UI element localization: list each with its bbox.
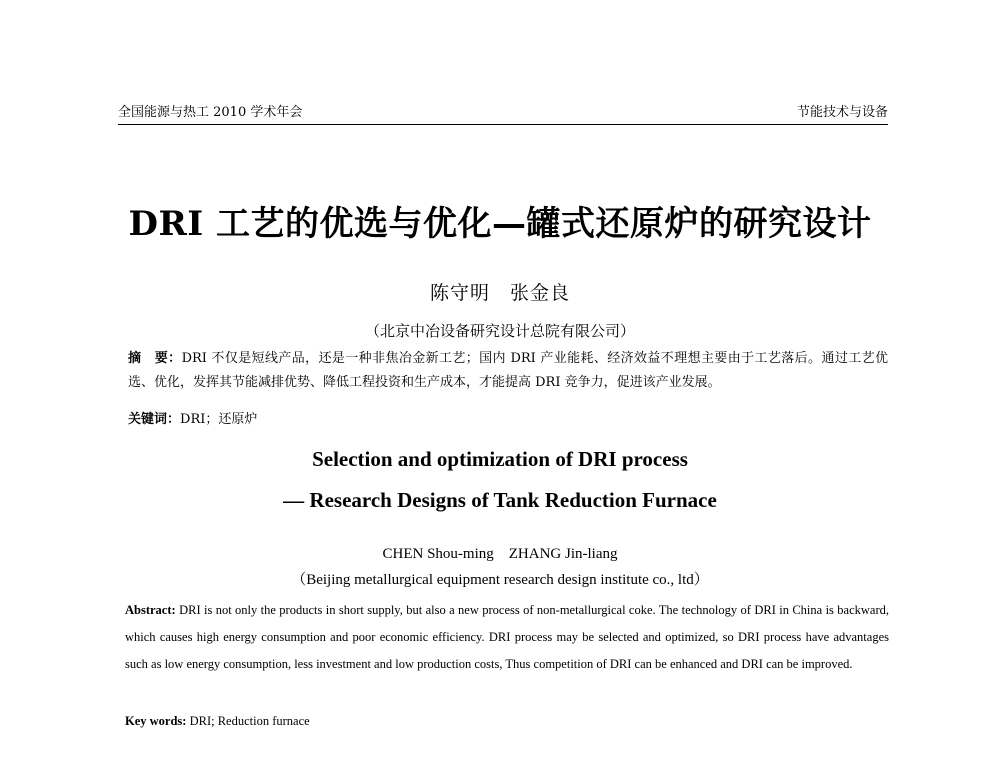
header-section: 节能技术与设备	[796, 105, 888, 120]
abstract-cn-label: 摘 要：	[128, 351, 182, 366]
keywords-en	[125, 708, 889, 735]
paper-title-cn: DRI 工艺的优选与优化—罐式还原炉的研究设计	[128, 204, 872, 244]
header-conference: 全国能源与热工 2010 学术年会	[118, 105, 303, 120]
affiliation-en: （Beijing metallurgical equipment research design institute co., ltd）	[291, 572, 709, 588]
paper-subtitle-en: — Research Designs of Tank Reduction Furnace	[283, 488, 717, 512]
authors-cn: 陈守明 张金良	[429, 282, 570, 304]
abstract-en	[125, 597, 889, 678]
keywords-cn	[128, 408, 888, 432]
abstract-en-text: DRI is not only the products in short supply, but also a new process of non-metallurgical coke. The technology of DRI in China is backward, which causes high energy consumption and poor economic efficiency. DRI process may be selected and optimized, so DRI process have advantages such as low energy consumption, less investment and low production costs, Thus competition of DRI can be enhanced and DRI can be improved.	[125, 603, 890, 671]
keywords-en-text: DRI; Reduction furnace	[189, 714, 310, 728]
running-header	[118, 100, 888, 125]
abstract-cn-text: DRI 不仅是短线产品，还是一种非焦冶金新工艺；国内 DRI 产业能耗、经济效益不理想主要由于工艺落后。通过工艺优选、优化，发挥其节能减排优势、降低工程投资和生产成本，才能提高 DRI 竞争力，促进该产业发展。	[128, 351, 888, 390]
paper-title-en: Selection and optimization of DRI process	[312, 447, 688, 471]
abstract-cn	[128, 347, 888, 395]
affiliation-cn: （北京中冶设备研究设计总院有限公司）	[364, 322, 635, 340]
authors-en: CHEN Shou-ming ZHANG Jin-liang	[382, 546, 618, 562]
keywords-cn-text: DRI；还原炉	[180, 412, 258, 427]
keywords-cn-label: 关键词：	[128, 412, 181, 427]
abstract-en-label: Abstract:	[125, 603, 176, 617]
keywords-en-label: Key words:	[125, 714, 187, 728]
